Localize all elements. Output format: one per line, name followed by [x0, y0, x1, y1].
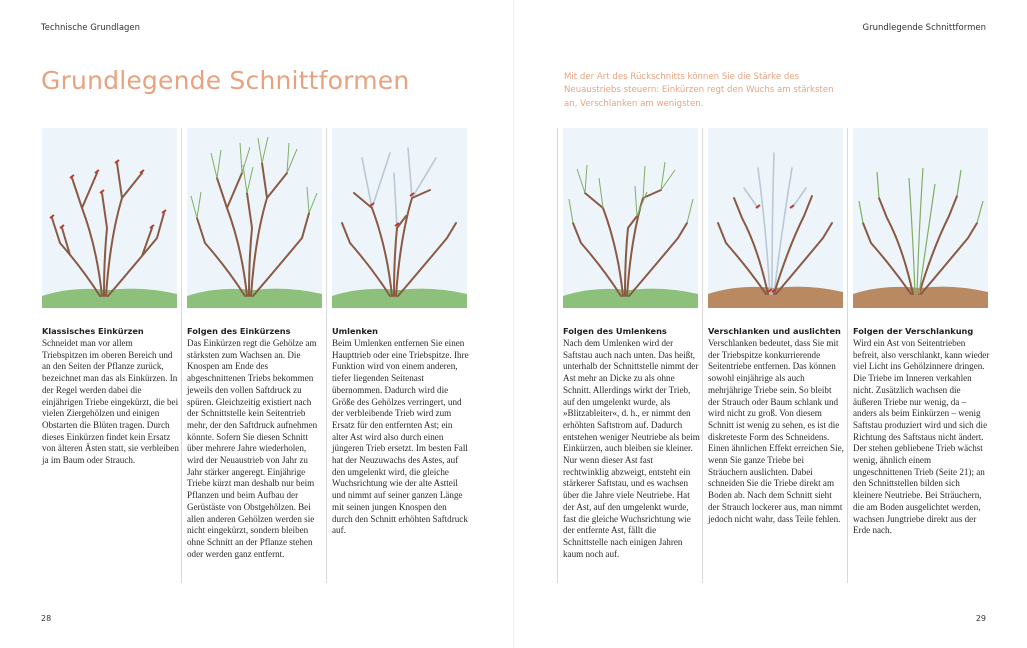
column-heading: Folgen der Verschlankung — [853, 326, 974, 336]
shrub-illustration-einkuerzen — [42, 128, 177, 308]
column-text: Das Einkürzen regt die Gehölze am stärksten zum Wachsen an. Die Knospen am Ende des abgeschnittenen Triebs bekommen jeweils den vollen Saftdruck zu spüren. Gleichzeitig existiert nach der Schnittstelle kein Seitentrieb mehr, der den Saftdruck aufnehmen könnte. Sofern Sie diesen Schnitt über mehrere Jahre wiederholen, wird der Neuaustrieb von Jahr zu Jahr stärker angeregt. Einjährige Triebe kürzt man deshalb nur beim Pflanzen und beim Aufbau der Gerüstäste von Obstgehölzen. Bei allen anderen Gehölzen werden sie nicht eingekürzt, sondern bleiben ohne Schnitt an der Pflanze stehen oder werden ganz entfernt. — [187, 338, 318, 559]
column-folgen-verschlankung — [853, 128, 990, 536]
column-umlenken — [332, 128, 469, 536]
column-folgen-einkuerzen — [187, 128, 322, 559]
intro-text: Mit der Art des Rückschnitts können Sie die Stärke des Neuaustriebs steuern: Einkürzen regt den Wuchs am stärksten an, Verschlanken am wenigsten. — [564, 72, 834, 109]
column-heading: Folgen des Umlenkens — [563, 326, 667, 336]
column-rule — [181, 128, 182, 583]
running-head-left: Technische Grundlagen — [41, 23, 141, 33]
column-rule — [557, 128, 558, 583]
shrub-illustration-folgen-verschlankung — [853, 128, 988, 308]
shrub-illustration-verschlanken — [708, 128, 843, 308]
shrub-illustration-umlenken — [332, 128, 467, 308]
page-number-right: 29 — [975, 614, 986, 623]
column-folgen-umlenken — [563, 128, 700, 559]
column-heading: Folgen des Einkürzens — [187, 326, 291, 336]
column-rule — [702, 128, 703, 583]
running-head-right: Grundlegende Schnittformen — [862, 23, 986, 33]
shrub-illustration-folgen-umlenken — [563, 128, 698, 308]
page-gutter — [513, 0, 514, 648]
shrub-illustration-folgen-einkuerzen — [187, 128, 322, 308]
column-klassisches-einkuerzen — [42, 128, 179, 466]
column-text: Schneidet man vor allem Triebspitzen im oberen Bereich und an den Seiten der Pflanze zurück, bezeichnet man das als Einkürzen. In der Regel werden dabei die einjährigen Triebe eingekürzt, die bei vielen Ziergehölzen und einigen Obstarten die Blüten tragen. Durch dieses Einkürzen findet kein Ersatz von älteren Ästen statt, sie verbleiben ja im Baum oder Strauch. — [42, 338, 179, 466]
column-rule — [326, 128, 327, 583]
column-verschlanken — [708, 128, 844, 524]
column-text: Verschlanken bedeutet, dass Sie mit der Triebspitze konkurrierende Seitentriebe entfernen. Das können sowohl einjährige als auch mehrjährige Triebe sein. So bleibt der Strauch oder Baum schlank und wird nicht zu groß. Von diesem Schnitt ist wenig zu sehen, es ist die diskreteste Form des Schneidens. Einen ähnlichen Effekt erreichen Sie, wenn Sie ganze Triebe bei Sträuchern auslichten. Dabei schneiden Sie die Triebe direkt am Boden ab. Nach dem Schnitt sieht der Strauch lockerer aus, man nimmt jedoch nicht wahr, dass Teile fehlen. — [708, 338, 844, 524]
column-rule — [847, 128, 848, 583]
column-heading: Verschlanken und auslichten — [708, 326, 841, 336]
column-text: Wird ein Ast von Seitentrieben befreit, also verschlankt, kann wieder viel Licht ins Gehölzinnere dringen. Die Triebe im Inneren verkahlen nicht. Zusätzlich wachsen die äußeren Triebe nur wenig, da – anders als beim Einkürzen – wenig Saftstau produziert wird und sich die Richtung des Saftstaus nicht ändert. Der stehen gebliebene Trieb wächst wenig, ähnlich einem ungeschnittenen Trieb (Seite 21); an den Schnittstellen bilden sich kleinere Neutriebe. Bei Sträuchern, die am Boden ausgelichtet werden, wachsen Jungtriebe direkt aus der Erde nach. — [853, 338, 990, 536]
page-number-left: 28 — [41, 614, 52, 623]
column-heading: Umlenken — [332, 326, 378, 336]
column-heading: Klassisches Einkürzen — [42, 326, 144, 336]
column-text: Beim Umlenken entfernen Sie einen Haupttrieb oder eine Triebspitze. Ihre Funktion wird von einem anderen, tiefer liegenden Seitenast übernommen. Dadurch wird die Größe des Gehölzes verringert, und der verbleibende Trieb wird zum Ersatz für den entfernten Ast; ein alter Ast wird also durch einen jüngeren Trieb ersetzt. Im besten Fall hat der Neuzuwachs des Astes, auf den umgelenkt wird, die gleiche Wuchsrichtung wie der alte Astteil und nimmt auf seiner ganzen Länge mit seinen jungen Knospen den durch den Schnitt erhöhten Saftdruck auf. — [332, 338, 469, 536]
page-title: Grundlegende Schnittformen — [41, 66, 410, 95]
column-text: Nach dem Umlenken wird der Saftstau auch nach unten. Das heißt, unterhalb der Schnittstelle nimmt der Ast mehr an Dicke zu als ohne Schnitt. Allerdings wirkt der Trieb, auf den umgelenkt wurde, als »Blitzableiter«, d. h., er nimmt den erhöhten Saftstrom auf. Dadurch entstehen weniger Neutriebe als beim Einkürzen, auch bleiben sie kleiner. Nur wenn dieser Ast fast rechtwinklig abzweigt, entsteht ein stärkerer Saftstau, und es wachsen über die Jahre viele Neutriebe. Hat der Ast, auf den umgelenkt wurde, fast die gleiche Wuchsrichtung wie der entfernte Ast, fällt die Schnittstelle nach einigen Jahren kaum noch auf. — [563, 338, 700, 559]
